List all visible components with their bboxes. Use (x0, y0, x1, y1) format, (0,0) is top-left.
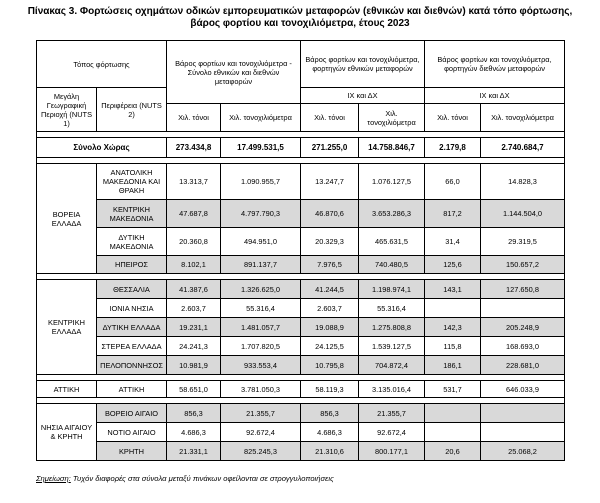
value-cell: 142,3 (425, 318, 481, 337)
value-cell: 7.976,5 (301, 256, 359, 274)
value-cell: 21.310,6 (301, 442, 359, 461)
table-row (37, 299, 565, 318)
value-cell: 740.480,5 (359, 256, 425, 274)
value-cell (425, 299, 481, 318)
value-cell: 41.387,6 (167, 280, 221, 299)
value-cell: 125,6 (425, 256, 481, 274)
region-cell: ΗΠΕΙΡΟΣ (97, 256, 167, 274)
value-cell (481, 423, 565, 442)
value-cell: 143,1 (425, 280, 481, 299)
total-cell: 14.758.846,7 (359, 138, 425, 158)
value-cell: 891.137,7 (221, 256, 301, 274)
value-cell: 19.231,1 (167, 318, 221, 337)
header-ix-dx-national: ΙΧ και ΔΧ (301, 88, 425, 104)
value-cell: 1.326.625,0 (221, 280, 301, 299)
value-cell: 55.316,4 (359, 299, 425, 318)
header-tonnes-total: Χιλ. τόνοι (167, 104, 221, 132)
value-cell: 1.481.057,7 (221, 318, 301, 337)
title-line-2: βάρος φορτίου και τονοχιλιόμετρα, έτους 2023 (190, 18, 410, 29)
value-cell (481, 404, 565, 423)
value-cell: 21.331,1 (167, 442, 221, 461)
value-cell: 3.135.016,4 (359, 381, 425, 398)
table-row (37, 318, 565, 337)
value-cell: 1.198.974,1 (359, 280, 425, 299)
value-cell: 21.355,7 (221, 404, 301, 423)
table-row (37, 404, 565, 423)
header-tonnes-international: Χιλ. τόνοι (425, 104, 481, 132)
footnote (36, 474, 334, 483)
table-row (37, 356, 565, 375)
header-row-1 (37, 41, 565, 88)
value-cell: 1.144.504,0 (481, 200, 565, 228)
region-cell: ΔΥΤΙΚΗ ΜΑΚΕΔΟΝΙΑ (97, 228, 167, 256)
value-cell: 228.681,0 (481, 356, 565, 375)
table-row (37, 256, 565, 274)
value-cell: 29.319,5 (481, 228, 565, 256)
region-cell: ΔΥΤΙΚΗ ΕΛΛΑΔΑ (97, 318, 167, 337)
header-tkm-national: Χιλ. τονοχιλιόμετρα (359, 104, 425, 132)
value-cell: 856,3 (301, 404, 359, 423)
region-cell: ΒΟΡΕΙΟ ΑΙΓΑΙΟ (97, 404, 167, 423)
value-cell: 1.539.127,5 (359, 337, 425, 356)
total-cell: 273.434,8 (167, 138, 221, 158)
value-cell: 186,1 (425, 356, 481, 375)
table-row (37, 164, 565, 200)
header-group-total: Βάρος φορτίων και τονοχιλιόμετρα - Σύνολο εθνικών και διεθνών μεταφορών (167, 41, 301, 104)
total-row (37, 138, 565, 158)
value-cell: 127.650,8 (481, 280, 565, 299)
value-cell (481, 299, 565, 318)
header-group-international: Βάρος φορτίων και τονοχιλιόμετρα, φορτηγών διεθνών μεταφορών (425, 41, 565, 88)
value-cell: 3.781.050,3 (221, 381, 301, 398)
region-cell: ΚΕΝΤΡΙΚΗ ΜΑΚΕΔΟΝΙΑ (97, 200, 167, 228)
value-cell: 4.686,3 (301, 423, 359, 442)
value-cell: 58.119,3 (301, 381, 359, 398)
value-cell: 20.360,8 (167, 228, 221, 256)
value-cell: 494.951,0 (221, 228, 301, 256)
value-cell: 31,4 (425, 228, 481, 256)
statistics-table (36, 40, 565, 461)
table-row (37, 200, 565, 228)
table-title (0, 6, 600, 30)
header-row-2 (37, 88, 565, 104)
value-cell: 25.068,2 (481, 442, 565, 461)
nuts1-cell: ΑΤΤΙΚΗ (37, 381, 97, 398)
footnote-label: Σημείωση: (36, 474, 71, 483)
total-cell: 2.179,8 (425, 138, 481, 158)
value-cell: 24.125,5 (301, 337, 359, 356)
value-cell: 13.247,7 (301, 164, 359, 200)
header-nuts1: Μεγάλη Γεωγραφική Περιοχή (NUTS 1) (37, 88, 97, 132)
value-cell: 168.693,0 (481, 337, 565, 356)
value-cell: 1.090.955,7 (221, 164, 301, 200)
value-cell: 19.088,9 (301, 318, 359, 337)
nuts1-cell: ΚΕΝΤΡΙΚΗ ΕΛΛΑΔΑ (37, 280, 97, 375)
value-cell: 4.797.790,3 (221, 200, 301, 228)
region-cell: ΣΤΕΡΕΑ ΕΛΛΑΔΑ (97, 337, 167, 356)
value-cell: 47.687,8 (167, 200, 221, 228)
value-cell: 13.313,7 (167, 164, 221, 200)
value-cell: 10.795,8 (301, 356, 359, 375)
value-cell: 531,7 (425, 381, 481, 398)
value-cell: 24.241,3 (167, 337, 221, 356)
region-cell: ΙΟΝΙΑ ΝΗΣΙΑ (97, 299, 167, 318)
total-cell: 17.499.531,5 (221, 138, 301, 158)
value-cell: 646.033,9 (481, 381, 565, 398)
footnote-text: Τυχόν διαφορές στα σύνολα μεταξύ πινάκων οφείλονται σε στρογγυλοποιήσεις (70, 474, 334, 483)
header-place: Τόπος φόρτωσης (37, 41, 167, 88)
value-cell: 465.631,5 (359, 228, 425, 256)
region-cell: ΚΡΗΤΗ (97, 442, 167, 461)
total-label: Σύνολο Χώρας (37, 138, 167, 158)
value-cell (425, 423, 481, 442)
value-cell: 800.177,1 (359, 442, 425, 461)
value-cell: 2.603,7 (167, 299, 221, 318)
value-cell: 92.672,4 (359, 423, 425, 442)
title-line-1: Πίνακας 3. Φορτώσεις οχημάτων οδικών εμπορευματικών μεταφορών (εθνικών και διεθνών) κατά τόπο φόρτωσης, (27, 6, 573, 17)
header-tonnes-national: Χιλ. τόνοι (301, 104, 359, 132)
value-cell: 41.244,5 (301, 280, 359, 299)
table-row (37, 280, 565, 299)
region-cell: ΑΤΤΙΚΗ (97, 381, 167, 398)
value-cell (425, 404, 481, 423)
total-cell: 271.255,0 (301, 138, 359, 158)
value-cell: 1.707.820,5 (221, 337, 301, 356)
header-tkm-total: Χιλ. τονοχιλιόμετρα (221, 104, 301, 132)
nuts1-cell: ΝΗΣΙΑ ΑΙΓΑΙΟΥ & ΚΡΗΤΗ (37, 404, 97, 461)
value-cell: 14.828,3 (481, 164, 565, 200)
total-cell: 2.740.684,7 (481, 138, 565, 158)
value-cell: 10.981,9 (167, 356, 221, 375)
value-cell: 92.672,4 (221, 423, 301, 442)
header-nuts2: Περιφέρεια (NUTS 2) (97, 88, 167, 132)
value-cell: 46.870,6 (301, 200, 359, 228)
value-cell: 8.102,1 (167, 256, 221, 274)
nuts1-cell: ΒΟΡΕΙΑ ΕΛΛΑΔΑ (37, 164, 97, 274)
header-tkm-international: Χιλ. τονοχιλιόμετρα (481, 104, 565, 132)
value-cell: 704.872,4 (359, 356, 425, 375)
value-cell: 115,8 (425, 337, 481, 356)
region-cell: ΝΟΤΙΟ ΑΙΓΑΙΟ (97, 423, 167, 442)
value-cell: 825.245,3 (221, 442, 301, 461)
value-cell: 856,3 (167, 404, 221, 423)
value-cell: 150.657,2 (481, 256, 565, 274)
value-cell: 3.653.286,3 (359, 200, 425, 228)
value-cell: 58.651,0 (167, 381, 221, 398)
table-row (37, 423, 565, 442)
region-cell: ΠΕΛΟΠΟΝΝΗΣΟΣ (97, 356, 167, 375)
value-cell: 1.275.808,8 (359, 318, 425, 337)
value-cell: 20,6 (425, 442, 481, 461)
value-cell: 21.355,7 (359, 404, 425, 423)
value-cell: 1.076.127,5 (359, 164, 425, 200)
value-cell: 66,0 (425, 164, 481, 200)
value-cell: 4.686,3 (167, 423, 221, 442)
value-cell: 2.603,7 (301, 299, 359, 318)
header-ix-dx-international: ΙΧ και ΔΧ (425, 88, 565, 104)
value-cell: 205.248,9 (481, 318, 565, 337)
value-cell: 817,2 (425, 200, 481, 228)
region-cell: ΑΝΑΤΟΛΙΚΗ ΜΑΚΕΔΟΝΙΑ ΚΑΙ ΘΡΑΚΗ (97, 164, 167, 200)
table-row (37, 381, 565, 398)
region-cell: ΘΕΣΣΑΛΙΑ (97, 280, 167, 299)
value-cell: 55.316,4 (221, 299, 301, 318)
table-row (37, 442, 565, 461)
value-cell: 933.553,4 (221, 356, 301, 375)
header-group-national: Βάρος φορτίων και τονοχιλιόμετρα, φορτηγών εθνικών μεταφορών (301, 41, 425, 88)
value-cell: 20.329,3 (301, 228, 359, 256)
table-row (37, 228, 565, 256)
table-row (37, 337, 565, 356)
